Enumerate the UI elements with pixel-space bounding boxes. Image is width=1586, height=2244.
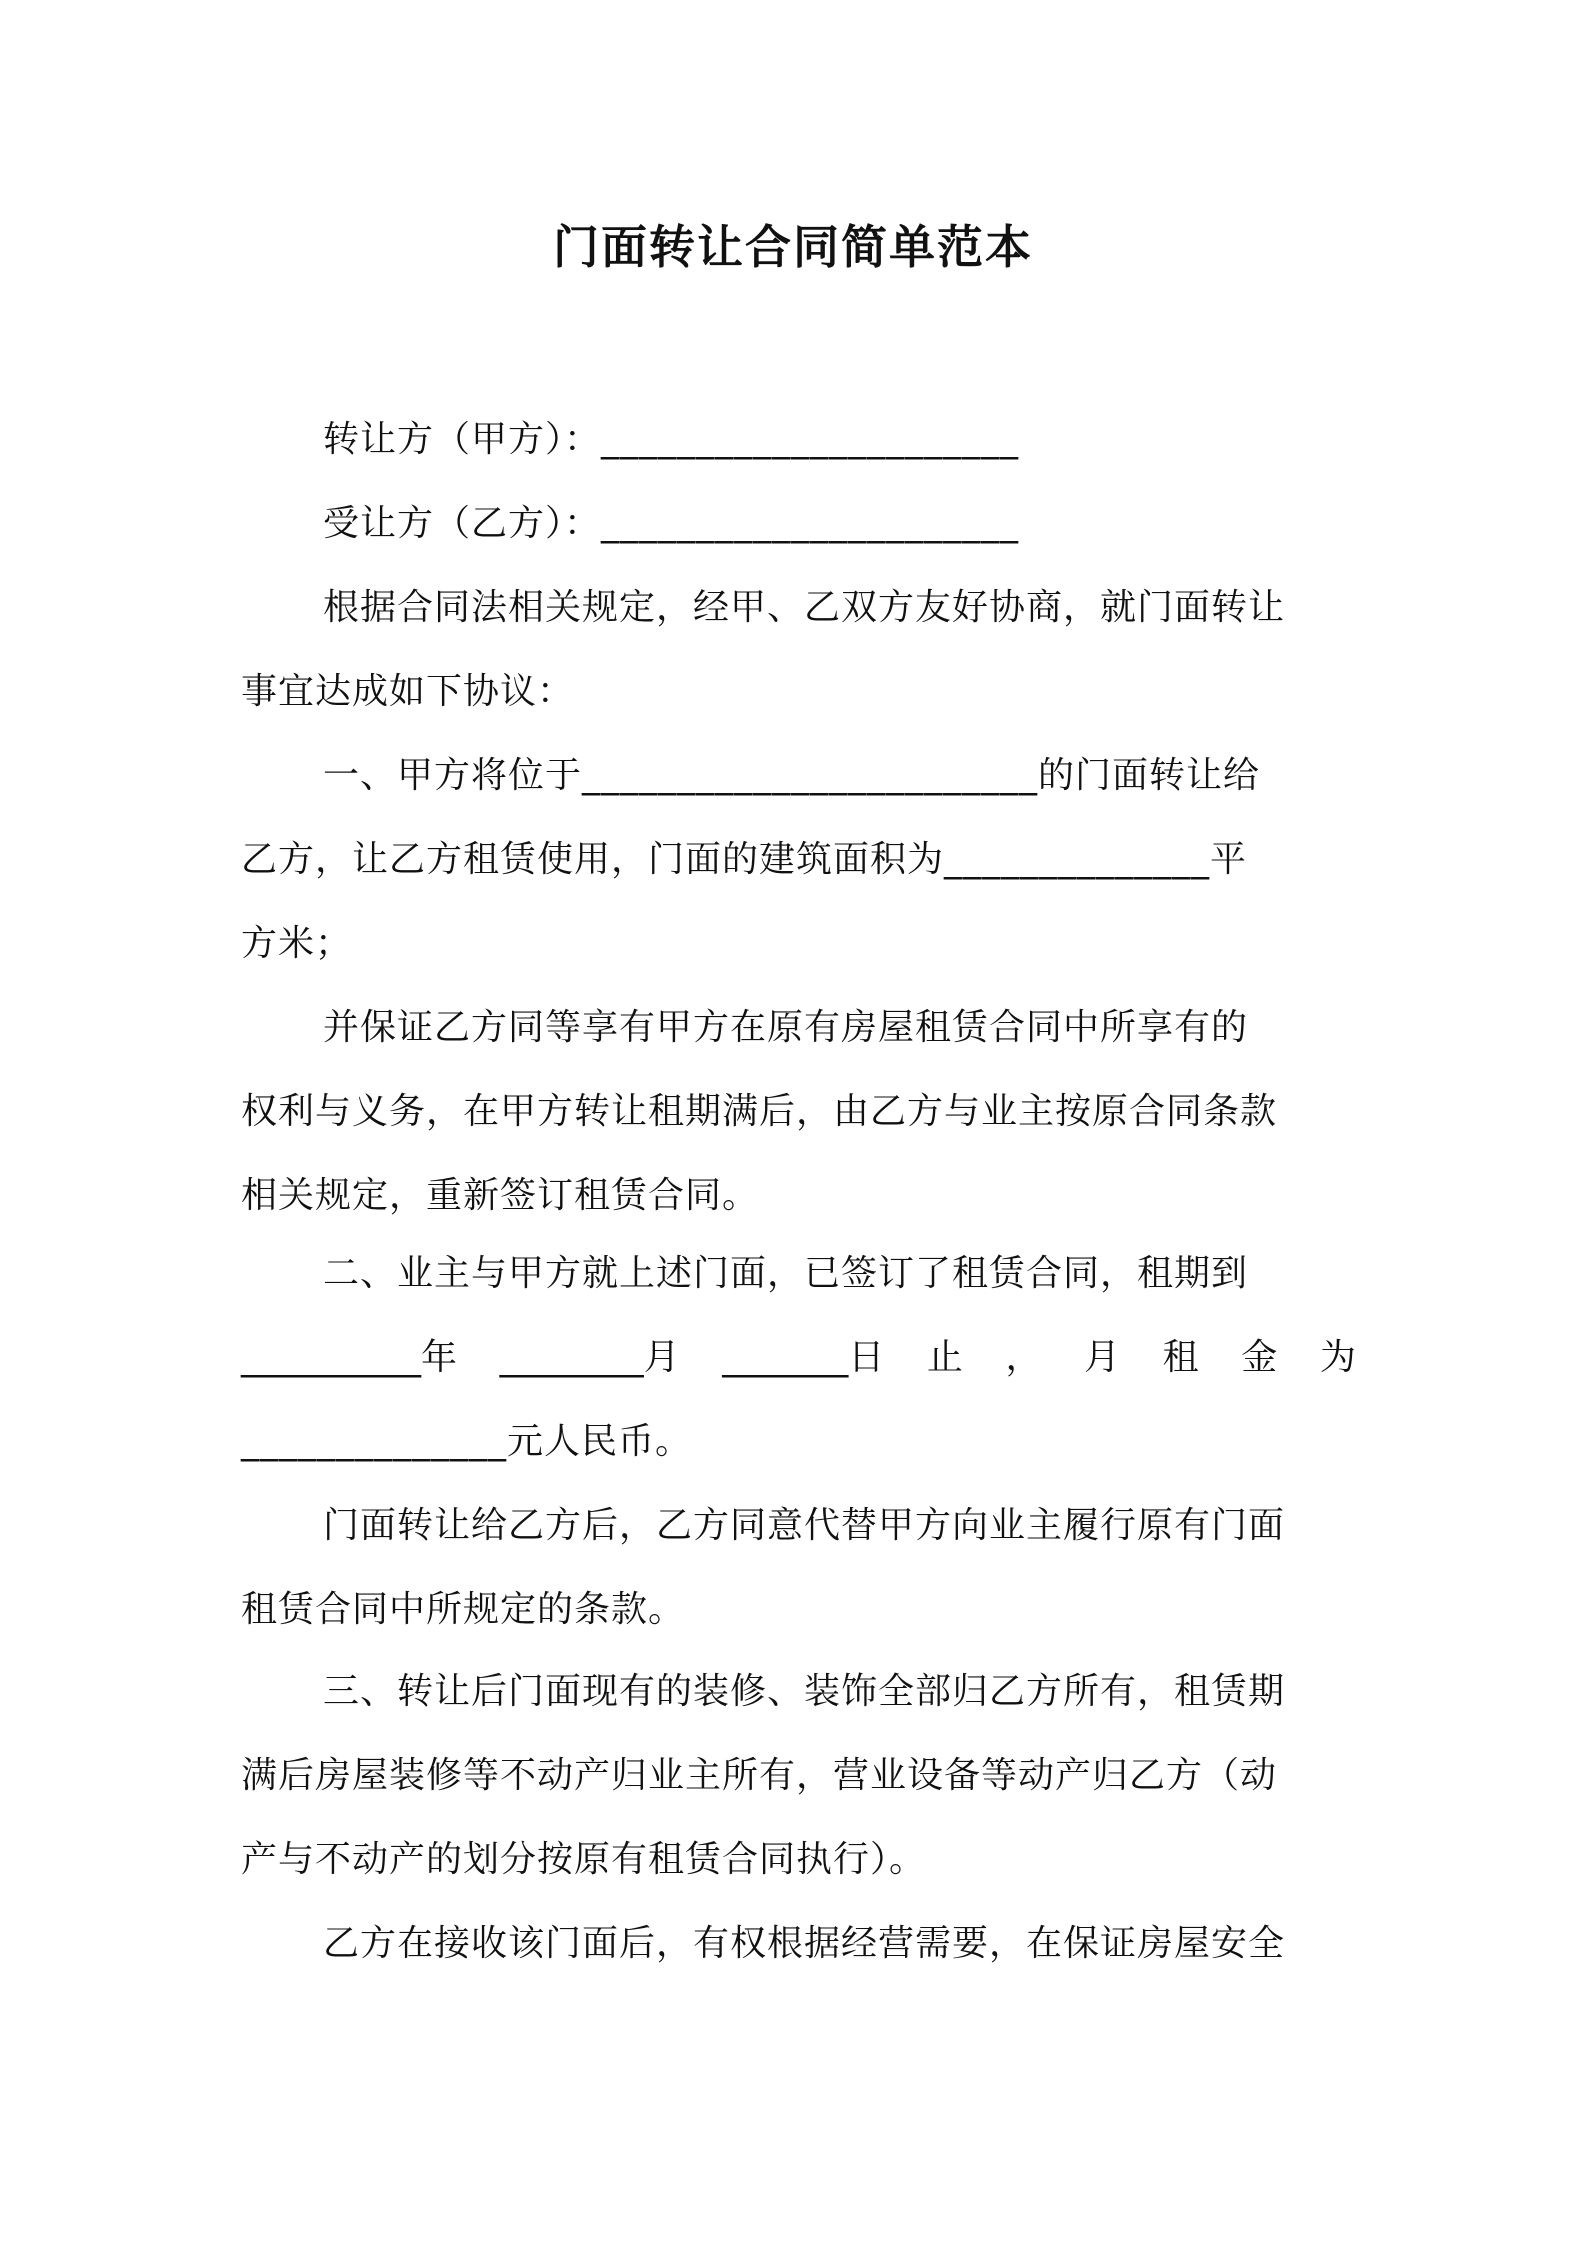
guarantee-line-2: 权利与义务，在甲方转让租期满后，由乙方与业主按原合同条款	[241, 1091, 1278, 1132]
intro-line-1: 根据合同法相关规定，经甲、乙双方友好协商，就门面转让	[323, 587, 1286, 628]
substitute-line-1: 门面转让给乙方后，乙方同意代替甲方向业主履行原有门面	[323, 1505, 1286, 1546]
clause1-line-1: 一、甲方将位于________________________的门面转让给	[323, 755, 1261, 796]
transferee-line: 受让方（乙方）：______________________	[323, 503, 1020, 544]
date-word-zhi: 止	[926, 1337, 963, 1378]
clause3-line-3: 产与不动产的划分按原有租赁合同执行）。	[241, 1839, 927, 1880]
clause3-line-2: 满后房屋装修等不动产归业主所有，营业设备等动产归乙方（动	[241, 1755, 1278, 1796]
rent-word-3: 金	[1241, 1337, 1278, 1378]
rent-word-2: 租	[1162, 1337, 1199, 1378]
date-year-blank: __________年	[241, 1337, 458, 1378]
guarantee-line-3: 相关规定，重新签订租赁合同。	[241, 1175, 760, 1216]
rent-word-1: 月	[1084, 1337, 1121, 1378]
date-day-blank: _______日	[722, 1337, 885, 1378]
intro-line-2: 事宜达成如下协议：	[241, 671, 575, 712]
date-comma: ，	[1005, 1337, 1042, 1378]
guarantee-line-1: 并保证乙方同等享有甲方在原有房屋租赁合同中所享有的	[323, 1007, 1249, 1048]
substitute-line-2: 租赁合同中所规定的条款。	[241, 1589, 686, 1630]
clause3-line-1: 三、转让后门面现有的装修、装饰全部归乙方所有，租赁期	[323, 1671, 1286, 1712]
clause2-line-1: 二、业主与甲方就上述门面，已签订了租赁合同，租期到	[323, 1253, 1249, 1294]
document-title: 门面转让合同简单范本	[553, 220, 1033, 274]
clause2-line-3: ______________元人民币。	[241, 1421, 693, 1462]
clause1-line-2: 乙方，让乙方租赁使用，门面的建筑面积为______________平	[241, 839, 1248, 880]
date-month-blank: ________月	[499, 1337, 680, 1378]
clause2-date-row	[241, 1330, 1356, 1386]
clause1-line-3: 方米；	[241, 923, 353, 964]
transferor-line: 转让方（甲方）：______________________	[323, 419, 1020, 460]
rights-line-1: 乙方在接收该门面后，有权根据经营需要，在保证房屋安全	[323, 1923, 1286, 1964]
rent-word-4: 为	[1319, 1337, 1356, 1378]
